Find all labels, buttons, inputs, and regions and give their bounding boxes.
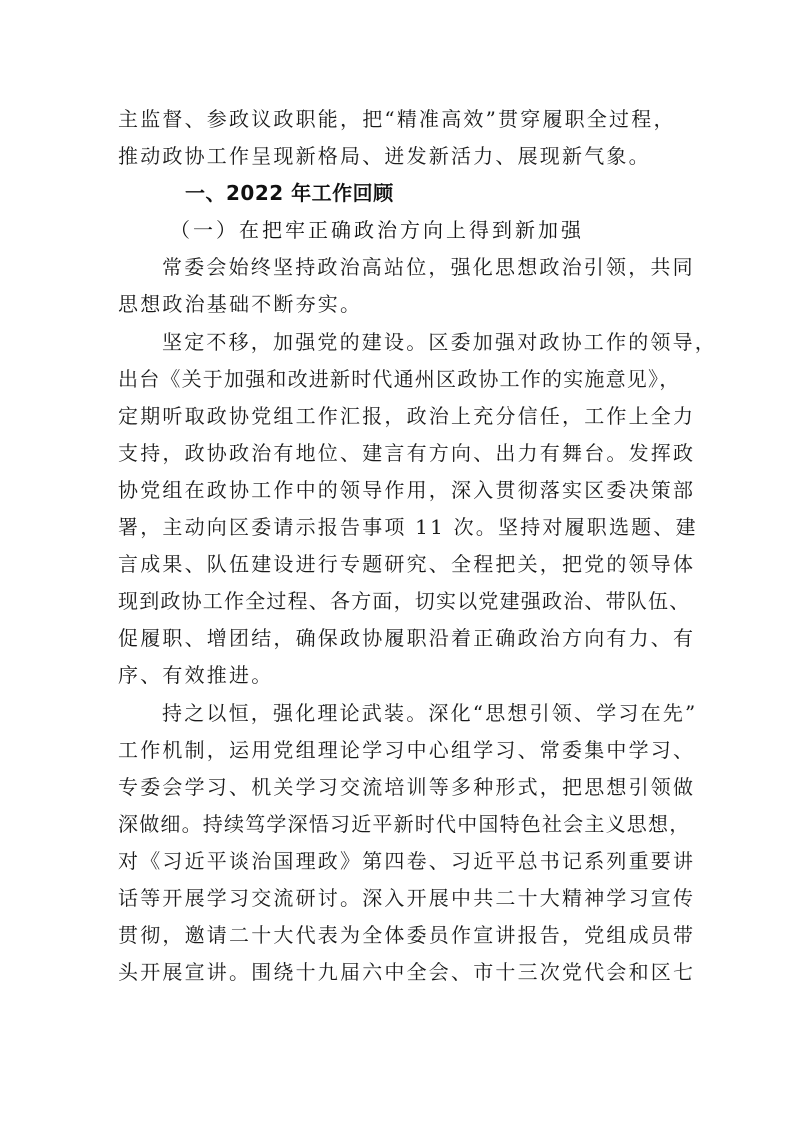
paragraph-line: 协党组在政协工作中的领导作用，深入贯彻落实区委决策部 <box>118 477 696 502</box>
paragraph-line: 主监督、参政议政职能，把“精准高效”贯穿履职全过程， <box>118 107 676 131</box>
paragraph-line: 工作机制，运用党组理论学习中心组学习、常委集中学习、 <box>118 737 696 762</box>
paragraph-line: 言成果、队伍建设进行专题研究、全程把关，把党的领导体 <box>118 552 696 577</box>
paragraph-line: 深做细。持续笃学深悟习近平新时代中国特色社会主义思想， <box>118 811 691 836</box>
section-heading: 一、2022 年工作回顾 <box>185 181 394 206</box>
paragraph-line: 持之以恒，强化理论武装。深化“思想引领、学习在先” <box>162 700 698 725</box>
paragraph-line: 序、有效推进。 <box>118 663 274 688</box>
paragraph-line: 支持，政协政治有地位、建言有方向、出力有舞台。发挥政 <box>118 440 696 465</box>
paragraph-line: 贯彻，邀请二十大代表为全体委员作宣讲报告，党组成员带 <box>118 923 696 948</box>
paragraph-line: 促履职、增团结，确保政协履职沿着正确政治方向有力、有 <box>118 626 696 651</box>
paragraph-line: 出台《关于加强和改进新时代通州区政协工作的实施意见》， <box>118 366 681 391</box>
paragraph-line: 现到政协工作全过程、各方面，切实以党建强政治、带队伍、 <box>118 589 691 614</box>
paragraph-line: 常委会始终坚持政治高站位，强化思想政治引领，共同 <box>162 255 695 280</box>
paragraph-line: 署，主动向区委请示报告事项 11 次。坚持对履职选题、建 <box>118 515 698 540</box>
paragraph-line: 话等开展学习交流研讨。深入开展中共二十大精神学习宣传 <box>118 885 696 910</box>
paragraph-line: 推动政协工作呈现新格局、迸发新活力、展现新气象。 <box>118 144 651 169</box>
paragraph-line: 专委会学习、机关学习交流培训等多种形式，把思想引领做 <box>118 774 696 799</box>
paragraph-line: 定期听取政协党组工作汇报，政治上充分信任，工作上全力 <box>118 403 696 428</box>
document-body <box>118 101 717 991</box>
subsection-heading: （一）在把牢正确政治方向上得到新加强 <box>170 218 584 243</box>
paragraph-line: 思想政治基础不断夯实。 <box>118 292 363 317</box>
paragraph-line: 头开展宣讲。围绕十九届六中全会、市十三次党代会和区七 <box>118 960 696 985</box>
paragraph-line: 坚定不移，加强党的建设。区委加强对政协工作的领导， <box>162 329 717 354</box>
paragraph-line: 对《习近平谈治国理政》第四卷、习近平总书记系列重要讲 <box>118 848 696 873</box>
